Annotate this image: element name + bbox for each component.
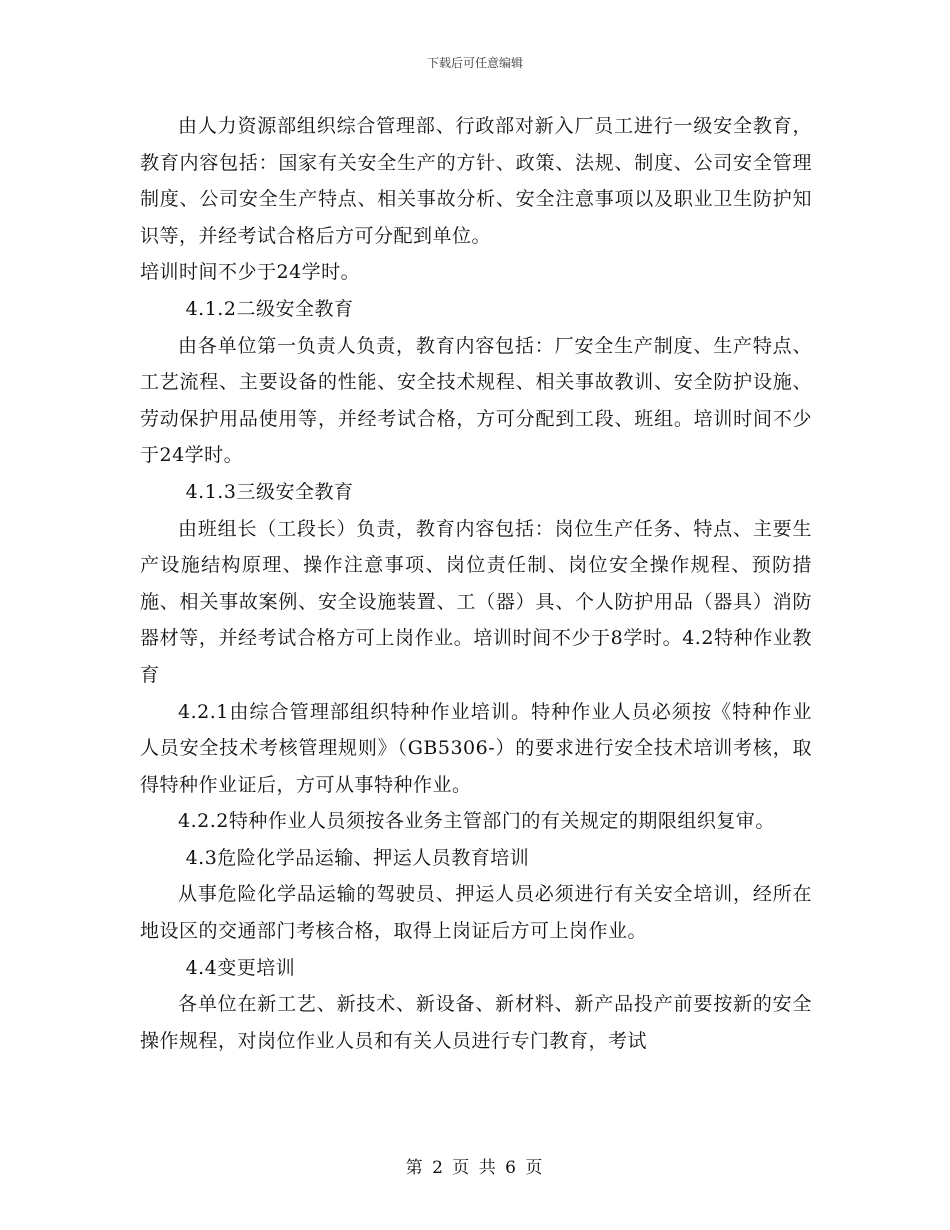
paragraph-4-2-2: 4.2.2特种作业人员须按各业务主管部门的有关规定的期限组织复审。 — [178, 810, 775, 833]
heading-4-4: 4.4变更培训 — [185, 956, 296, 979]
paragraph-level3-education: 由班组长（工段长）负责，教育内容包括：岗位生产任务、特点、主要生产设施结构原理、操作注意事项、岗位责任制、岗位安全操作规程、预防措施、相关事故案例、安全设施装置、工（器）具、个人防护用品（器具）消防器材等，并经考试合格方可上岗作业。培训时间不少于8学时。4.2特种作业教育 — [140, 517, 812, 686]
paragraph-level2-education: 由各单位第一负责人负责，教育内容包括：厂安全生产制度、生产特点、工艺流程、主要设备的性能、安全技术规程、相关事故教训、安全防护设施、劳动保护用品使用等，并经考试合格，方可分配到工段、班组。培训时间不少于24学时。 — [140, 334, 812, 467]
paragraph-level1-education: 由人力资源部组织综合管理部、行政部对新入厂员工进行一级安全教育，教育内容包括：国家有关安全生产的方针、政策、法规、制度、公司安全管理制度、公司安全生产特点、相关事故分析、安全注意事项以及职业卫生防护知识等，并经考试合格后方可分配到单位。 — [140, 115, 812, 247]
document-body — [140, 108, 812, 1059]
heading-4-1-2: 4.1.2二级安全教育 — [185, 297, 354, 320]
paragraph-4-3: 从事危险化学品运输的驾驶员、押运人员必须进行有关安全培训，经所在地设区的交通部门考核合格，取得上岗证后方可上岗作业。 — [140, 883, 812, 943]
page-number-footer: 第 2 页 共 6 页 — [405, 1158, 545, 1178]
paragraph-4-4: 各单位在新工艺、新技术、新设备、新材料、新产品投产前要按新的安全操作规程，对岗位作业人员和有关人员进行专门教育，考试 — [140, 993, 812, 1052]
paragraph-4-2-1: 4.2.1由综合管理部组织特种作业培训。特种作业人员必须按《特种作业人员安全技术考核管理规则》（GB5306-）的要求进行安全技术培训考核，取得特种作业证后，方可从事特种作业。 — [140, 700, 812, 796]
header-note: 下载后可任意编辑 — [426, 56, 523, 70]
heading-4-3: 4.3危险化学品运输、押运人员教育培训 — [185, 846, 530, 869]
paragraph-level1-hours: 培训时间不少于24学时。 — [140, 261, 361, 284]
heading-4-1-3: 4.1.3三级安全教育 — [185, 480, 354, 503]
